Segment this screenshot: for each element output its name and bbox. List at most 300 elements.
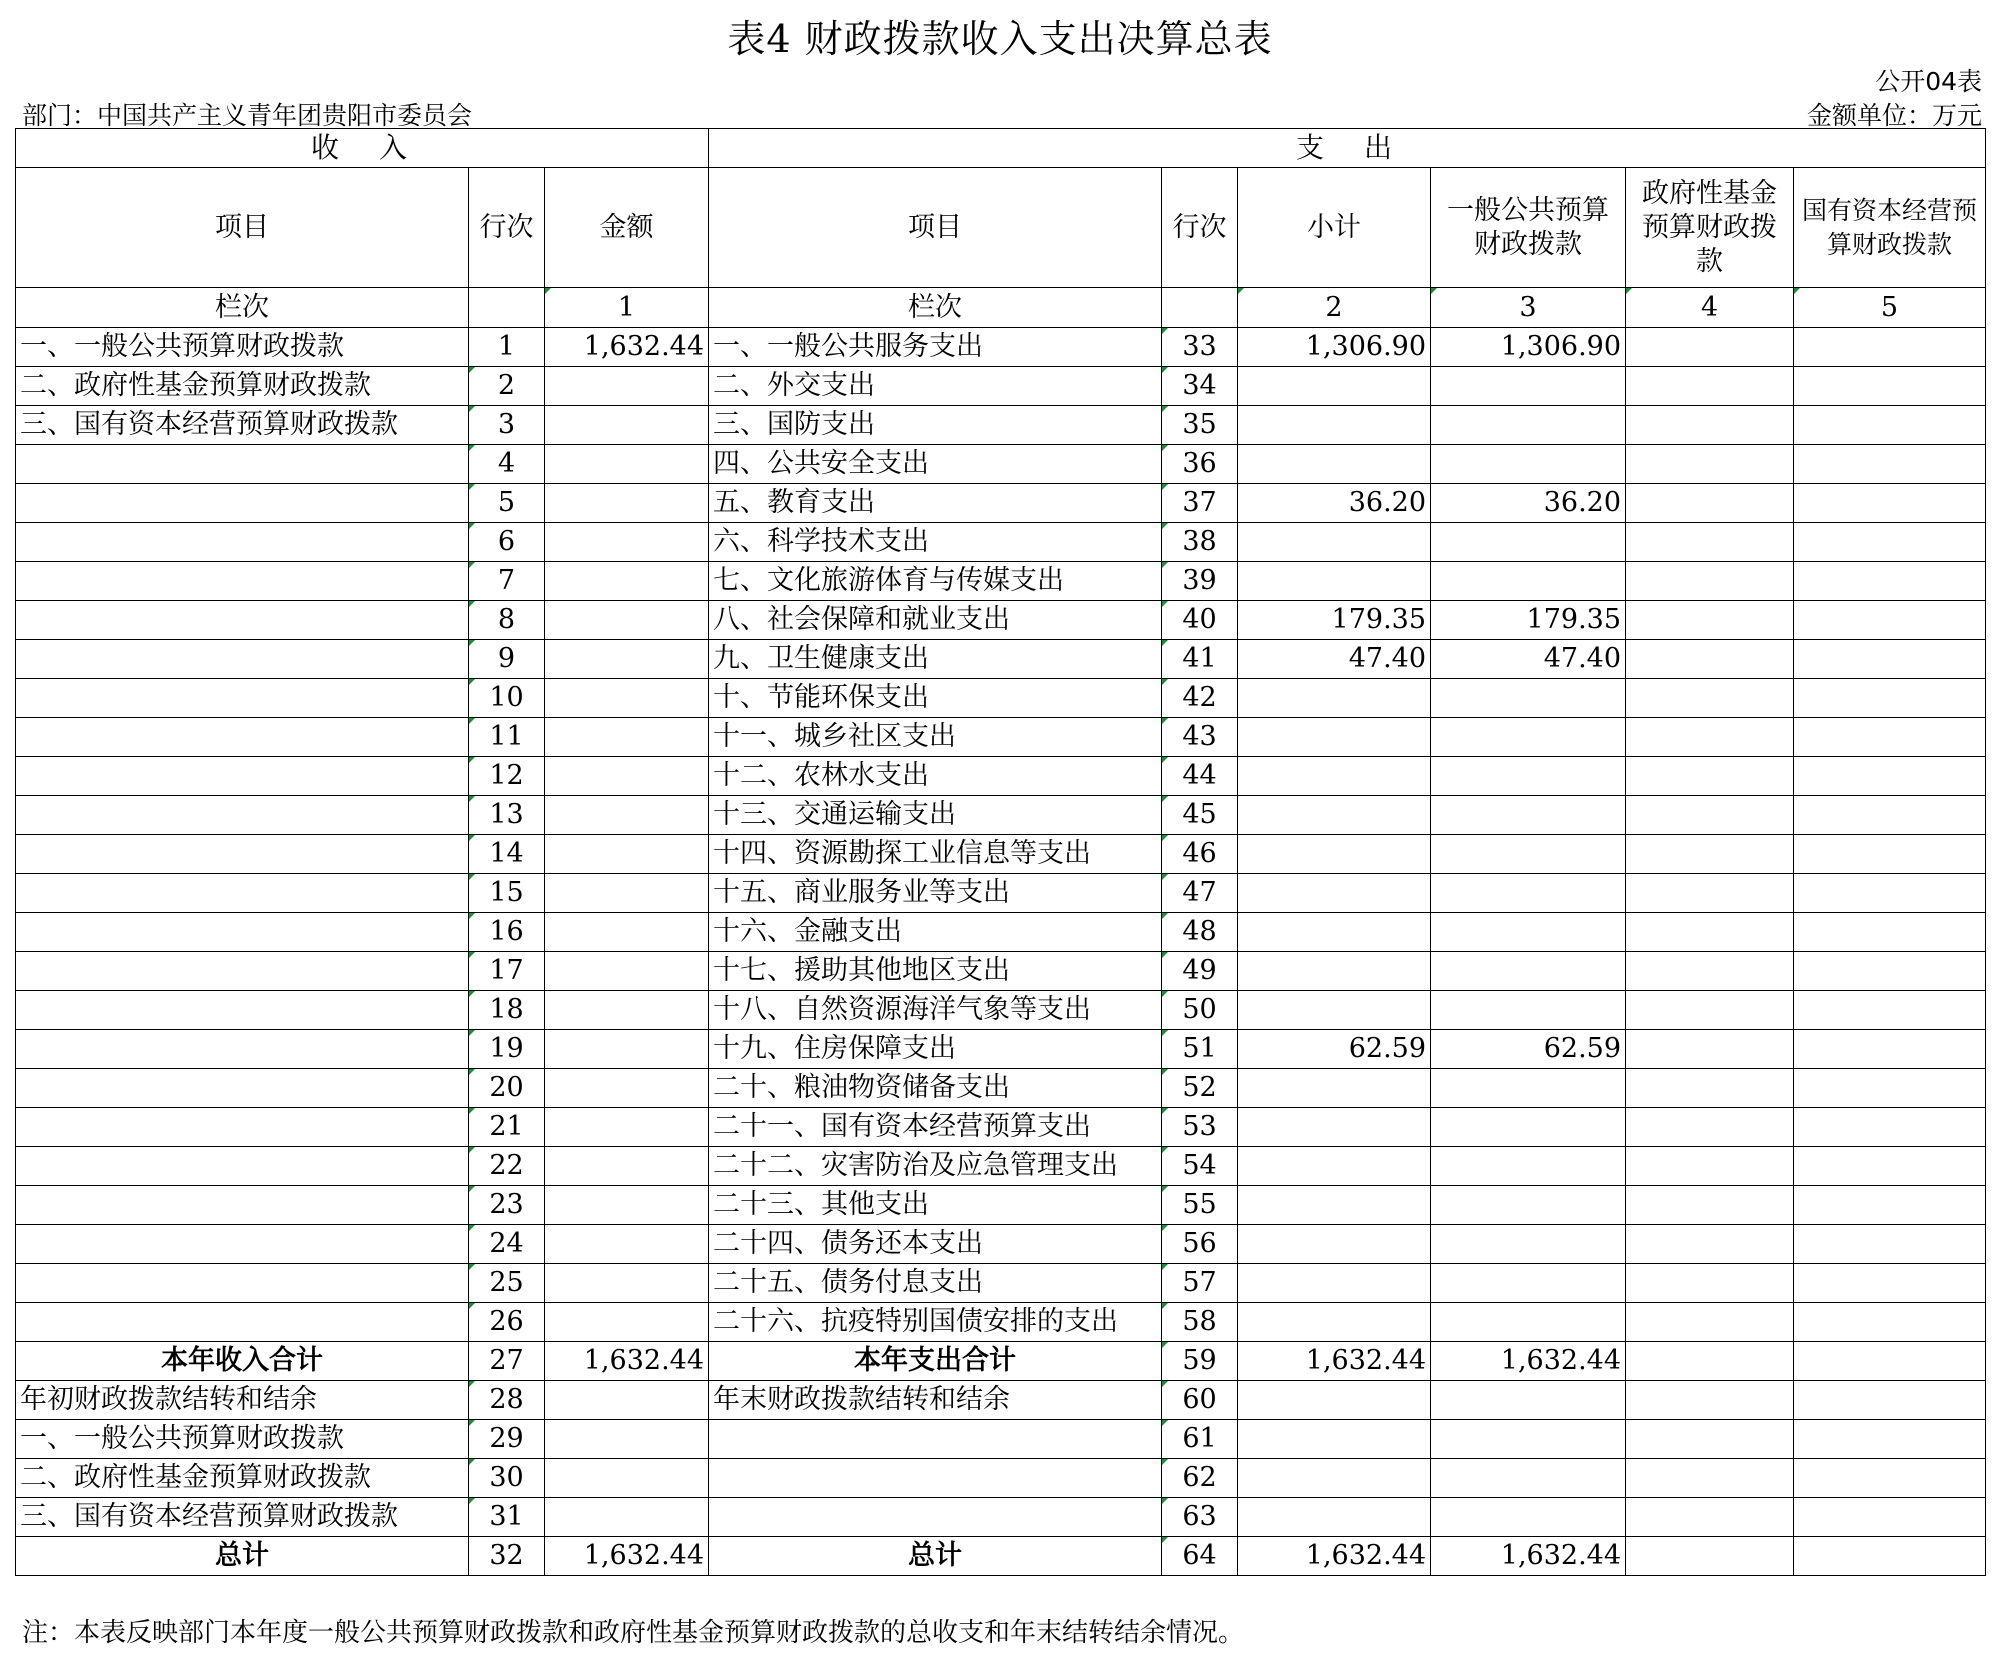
table-row	[16, 367, 1986, 406]
general-budget-amount	[1431, 913, 1626, 952]
gov-fund-amount	[1626, 952, 1794, 991]
income-row-no-col	[469, 288, 545, 328]
expense-row-no: 62	[1162, 1459, 1238, 1498]
column-number-1: 1	[545, 288, 709, 328]
table-row	[16, 1108, 1986, 1147]
expense-subtotal	[1238, 1225, 1431, 1264]
income-column-label: 栏次	[16, 288, 469, 328]
income-item	[16, 757, 469, 796]
expense-row-no-header: 行次	[1162, 168, 1238, 288]
income-item	[16, 484, 469, 523]
general-budget-amount	[1431, 718, 1626, 757]
general-budget-amount	[1431, 562, 1626, 601]
expense-subtotal	[1238, 367, 1431, 406]
budget-table	[15, 128, 1986, 1576]
general-budget-amount	[1431, 835, 1626, 874]
expense-subtotal	[1238, 1264, 1431, 1303]
carry-over-row	[16, 1459, 1986, 1498]
state-capital-amount	[1794, 445, 1986, 484]
income-item	[16, 796, 469, 835]
income-amount	[545, 1381, 709, 1420]
state-capital-amount	[1794, 718, 1986, 757]
expense-item: 十六、金融支出	[709, 913, 1162, 952]
expense-row-no: 38	[1162, 523, 1238, 562]
expense-item: 二十四、债务还本支出	[709, 1225, 1162, 1264]
expense-row-no: 51	[1162, 1030, 1238, 1069]
grand-total-row	[16, 1537, 1986, 1576]
gov-fund-amount	[1626, 679, 1794, 718]
expense-row-no: 58	[1162, 1303, 1238, 1342]
general-budget-amount: 1,632.44	[1431, 1342, 1626, 1381]
state-capital-amount	[1794, 1420, 1986, 1459]
gov-fund-amount	[1626, 1225, 1794, 1264]
expense-subtotal	[1238, 991, 1431, 1030]
state-capital-amount	[1794, 1147, 1986, 1186]
general-budget-amount	[1431, 1069, 1626, 1108]
state-capital-amount	[1794, 640, 1986, 679]
general-budget-amount	[1431, 1420, 1626, 1459]
gov-fund-amount	[1626, 640, 1794, 679]
income-item	[16, 1186, 469, 1225]
state-capital-amount	[1794, 874, 1986, 913]
table-row	[16, 1069, 1986, 1108]
income-row-no: 17	[469, 952, 545, 991]
income-row-no: 23	[469, 1186, 545, 1225]
income-row-no: 19	[469, 1030, 545, 1069]
expense-subtotal	[1238, 1147, 1431, 1186]
table-row	[16, 1030, 1986, 1069]
column-number-4: 4	[1626, 288, 1794, 328]
expense-subtotal	[1238, 406, 1431, 445]
income-item: 三、国有资本经营预算财政拨款	[16, 406, 469, 445]
expense-row-no: 35	[1162, 406, 1238, 445]
form-number: 公开04表	[1875, 67, 1982, 96]
state-capital-amount	[1794, 1303, 1986, 1342]
expense-row-no: 55	[1162, 1186, 1238, 1225]
gov-fund-amount	[1626, 1069, 1794, 1108]
gov-fund-amount	[1626, 913, 1794, 952]
expense-subtotal	[1238, 835, 1431, 874]
general-budget-amount	[1431, 991, 1626, 1030]
income-amount	[545, 601, 709, 640]
income-row-no-header: 行次	[469, 168, 545, 288]
gov-fund-amount	[1626, 796, 1794, 835]
footnote: 注：本表反映部门本年度一般公共预算财政拨款和政府性基金预算财政拨款的总收支和年末结转结余情况。	[22, 1618, 1245, 1648]
table-row	[16, 1186, 1986, 1225]
expense-subtotal	[1238, 1303, 1431, 1342]
expense-subtotal	[1238, 1069, 1431, 1108]
gov-fund-amount	[1626, 328, 1794, 367]
expense-item: 十七、援助其他地区支出	[709, 952, 1162, 991]
table-row	[16, 1303, 1986, 1342]
income-amount	[545, 718, 709, 757]
income-amount	[545, 913, 709, 952]
expense-item: 十一、城乡社区支出	[709, 718, 1162, 757]
carry-over-row	[16, 1381, 1986, 1420]
carry-over-row	[16, 1420, 1986, 1459]
expense-item: 六、科学技术支出	[709, 523, 1162, 562]
table-row	[16, 484, 1986, 523]
expense-item: 二、外交支出	[709, 367, 1162, 406]
expense-subtotal	[1238, 562, 1431, 601]
income-item	[16, 952, 469, 991]
expense-row-no: 53	[1162, 1108, 1238, 1147]
state-capital-amount	[1794, 757, 1986, 796]
general-budget-header: 一般公共预算财政拨款	[1431, 168, 1626, 288]
income-amount	[545, 952, 709, 991]
income-amount	[545, 991, 709, 1030]
state-capital-amount	[1794, 328, 1986, 367]
income-row-no: 29	[469, 1420, 545, 1459]
table-row	[16, 757, 1986, 796]
gov-fund-amount	[1626, 484, 1794, 523]
income-amount-header: 金额	[545, 168, 709, 288]
expense-item: 五、教育支出	[709, 484, 1162, 523]
expense-item: 七、文化旅游体育与传媒支出	[709, 562, 1162, 601]
income-item	[16, 445, 469, 484]
expense-item: 九、卫生健康支出	[709, 640, 1162, 679]
expense-item: 本年支出合计	[709, 1342, 1162, 1381]
table-row	[16, 445, 1986, 484]
gov-fund-amount	[1626, 991, 1794, 1030]
expense-item: 二十一、国有资本经营预算支出	[709, 1108, 1162, 1147]
expense-row-no: 40	[1162, 601, 1238, 640]
income-row-no: 26	[469, 1303, 545, 1342]
gov-fund-amount	[1626, 1342, 1794, 1381]
expense-item: 十二、农林水支出	[709, 757, 1162, 796]
income-row-no: 9	[469, 640, 545, 679]
expense-row-no: 48	[1162, 913, 1238, 952]
income-amount	[545, 874, 709, 913]
expense-item: 十、节能环保支出	[709, 679, 1162, 718]
gov-fund-amount	[1626, 757, 1794, 796]
income-row-no: 2	[469, 367, 545, 406]
expense-subtotal: 1,306.90	[1238, 328, 1431, 367]
expense-row-no: 64	[1162, 1537, 1238, 1576]
state-capital-amount	[1794, 1537, 1986, 1576]
gov-fund-amount	[1626, 1147, 1794, 1186]
income-row-no: 22	[469, 1147, 545, 1186]
gov-fund-amount	[1626, 1108, 1794, 1147]
state-capital-amount	[1794, 1225, 1986, 1264]
expense-row-no: 59	[1162, 1342, 1238, 1381]
expense-item: 二十六、抗疫特别国债安排的支出	[709, 1303, 1162, 1342]
income-row-no: 14	[469, 835, 545, 874]
expense-item: 三、国防支出	[709, 406, 1162, 445]
income-item	[16, 562, 469, 601]
state-capital-amount	[1794, 523, 1986, 562]
gov-fund-amount	[1626, 1186, 1794, 1225]
expense-item	[709, 1420, 1162, 1459]
state-capital-amount	[1794, 1459, 1986, 1498]
income-amount	[545, 445, 709, 484]
gov-fund-amount	[1626, 874, 1794, 913]
state-capital-amount	[1794, 562, 1986, 601]
income-item	[16, 523, 469, 562]
amount-unit-label: 金额单位：万元	[1806, 101, 1982, 130]
expense-subtotal: 36.20	[1238, 484, 1431, 523]
table-row	[16, 679, 1986, 718]
income-row-no: 11	[469, 718, 545, 757]
expense-subtotal	[1238, 757, 1431, 796]
income-item	[16, 913, 469, 952]
state-capital-amount	[1794, 1069, 1986, 1108]
gov-fund-amount	[1626, 1420, 1794, 1459]
expense-item: 十四、资源勘探工业信息等支出	[709, 835, 1162, 874]
expense-subtotal: 1,632.44	[1238, 1342, 1431, 1381]
gov-fund-amount	[1626, 1381, 1794, 1420]
gov-fund-amount	[1626, 835, 1794, 874]
general-budget-amount	[1431, 1498, 1626, 1537]
income-amount	[545, 1459, 709, 1498]
income-item: 二、政府性基金预算财政拨款	[16, 367, 469, 406]
department-label: 部门：中国共产主义青年团贵阳市委员会	[22, 101, 473, 130]
expense-subtotal	[1238, 718, 1431, 757]
expense-subtotal: 62.59	[1238, 1030, 1431, 1069]
income-item	[16, 835, 469, 874]
income-amount	[545, 1147, 709, 1186]
expense-subtotal	[1238, 874, 1431, 913]
income-item	[16, 679, 469, 718]
expense-item-header: 项目	[709, 168, 1162, 288]
expense-row-no: 36	[1162, 445, 1238, 484]
expense-item: 二十二、灾害防治及应急管理支出	[709, 1147, 1162, 1186]
income-amount	[545, 406, 709, 445]
table-row	[16, 952, 1986, 991]
expense-subtotal	[1238, 1420, 1431, 1459]
income-item	[16, 601, 469, 640]
state-capital-amount	[1794, 835, 1986, 874]
table-row	[16, 523, 1986, 562]
expense-row-no: 34	[1162, 367, 1238, 406]
income-item	[16, 1264, 469, 1303]
expense-subtotal	[1238, 1498, 1431, 1537]
general-budget-amount: 1,632.44	[1431, 1537, 1626, 1576]
income-row-no: 30	[469, 1459, 545, 1498]
expense-subtotal	[1238, 679, 1431, 718]
general-budget-amount	[1431, 679, 1626, 718]
gov-fund-amount	[1626, 718, 1794, 757]
income-amount	[545, 367, 709, 406]
income-row-no: 27	[469, 1342, 545, 1381]
expense-subtotal	[1238, 523, 1431, 562]
income-row-no: 7	[469, 562, 545, 601]
state-capital-amount	[1794, 1108, 1986, 1147]
column-number-2: 2	[1238, 288, 1431, 328]
expense-item: 总计	[709, 1537, 1162, 1576]
table-row	[16, 991, 1986, 1030]
expense-item	[709, 1498, 1162, 1537]
income-item: 一、一般公共预算财政拨款	[16, 1420, 469, 1459]
income-item	[16, 1030, 469, 1069]
income-row-no: 15	[469, 874, 545, 913]
gov-fund-amount	[1626, 1030, 1794, 1069]
income-amount	[545, 1420, 709, 1459]
report-title: 表4 财政拨款收入支出决算总表	[727, 17, 1273, 61]
income-item	[16, 991, 469, 1030]
gov-fund-amount	[1626, 1498, 1794, 1537]
general-budget-amount: 62.59	[1431, 1030, 1626, 1069]
expense-row-no: 42	[1162, 679, 1238, 718]
state-capital-amount	[1794, 484, 1986, 523]
state-capital-amount	[1794, 1186, 1986, 1225]
expense-subtotal	[1238, 445, 1431, 484]
gov-fund-amount	[1626, 1459, 1794, 1498]
general-budget-amount	[1431, 874, 1626, 913]
income-item: 总计	[16, 1537, 469, 1576]
table-row	[16, 601, 1986, 640]
general-budget-amount	[1431, 1381, 1626, 1420]
year-total-row	[16, 1342, 1986, 1381]
income-item-header: 项目	[16, 168, 469, 288]
expense-row-no: 54	[1162, 1147, 1238, 1186]
income-row-no: 1	[469, 328, 545, 367]
income-row-no: 5	[469, 484, 545, 523]
column-number-row	[16, 288, 1986, 328]
expense-item: 十八、自然资源海洋气象等支出	[709, 991, 1162, 1030]
income-item	[16, 718, 469, 757]
general-budget-amount	[1431, 1459, 1626, 1498]
income-item	[16, 1108, 469, 1147]
state-capital-amount	[1794, 1264, 1986, 1303]
income-row-no: 20	[469, 1069, 545, 1108]
table-row	[16, 406, 1986, 445]
income-row-no: 16	[469, 913, 545, 952]
expense-row-no: 50	[1162, 991, 1238, 1030]
income-row-no: 32	[469, 1537, 545, 1576]
expense-item: 二十五、债务付息支出	[709, 1264, 1162, 1303]
table-row	[16, 1147, 1986, 1186]
income-amount	[545, 1303, 709, 1342]
income-amount	[545, 562, 709, 601]
expense-row-no: 44	[1162, 757, 1238, 796]
general-budget-amount	[1431, 1147, 1626, 1186]
expense-row-no-col	[1162, 288, 1238, 328]
expense-row-no: 46	[1162, 835, 1238, 874]
table-row	[16, 718, 1986, 757]
state-capital-amount	[1794, 1381, 1986, 1420]
expense-row-no: 49	[1162, 952, 1238, 991]
expense-row-no: 52	[1162, 1069, 1238, 1108]
income-amount: 1,632.44	[545, 1342, 709, 1381]
expense-item: 十三、交通运输支出	[709, 796, 1162, 835]
income-row-no: 31	[469, 1498, 545, 1537]
income-row-no: 6	[469, 523, 545, 562]
expense-section-header: 支 出	[709, 129, 1986, 168]
expense-item: 二十、粮油物资储备支出	[709, 1069, 1162, 1108]
column-number-5: 5	[1794, 288, 1986, 328]
expense-subtotal	[1238, 1381, 1431, 1420]
income-item: 三、国有资本经营预算财政拨款	[16, 1498, 469, 1537]
expense-row-no: 47	[1162, 874, 1238, 913]
gov-fund-amount	[1626, 1264, 1794, 1303]
expense-row-no: 63	[1162, 1498, 1238, 1537]
state-capital-header: 国有资本经营预算财政拨款	[1794, 168, 1986, 288]
expense-subtotal	[1238, 1459, 1431, 1498]
table-row	[16, 874, 1986, 913]
expense-row-no: 57	[1162, 1264, 1238, 1303]
expense-row-no: 33	[1162, 328, 1238, 367]
column-header-row	[16, 168, 1986, 288]
income-amount	[545, 757, 709, 796]
income-item	[16, 874, 469, 913]
income-amount	[545, 1225, 709, 1264]
expense-row-no: 43	[1162, 718, 1238, 757]
table-row	[16, 640, 1986, 679]
income-amount: 1,632.44	[545, 328, 709, 367]
general-budget-amount	[1431, 952, 1626, 991]
income-amount	[545, 796, 709, 835]
general-budget-amount	[1431, 796, 1626, 835]
expense-row-no: 39	[1162, 562, 1238, 601]
income-item: 年初财政拨款结转和结余	[16, 1381, 469, 1420]
expense-item	[709, 1459, 1162, 1498]
expense-subtotal: 179.35	[1238, 601, 1431, 640]
income-row-no: 13	[469, 796, 545, 835]
income-row-no: 24	[469, 1225, 545, 1264]
general-budget-amount	[1431, 1225, 1626, 1264]
expense-item: 二十三、其他支出	[709, 1186, 1162, 1225]
state-capital-amount	[1794, 406, 1986, 445]
income-row-no: 4	[469, 445, 545, 484]
income-amount	[545, 1069, 709, 1108]
income-amount	[545, 640, 709, 679]
income-item	[16, 1069, 469, 1108]
income-item	[16, 1303, 469, 1342]
income-item: 二、政府性基金预算财政拨款	[16, 1459, 469, 1498]
state-capital-amount	[1794, 991, 1986, 1030]
income-amount	[545, 1030, 709, 1069]
general-budget-amount: 36.20	[1431, 484, 1626, 523]
table-row	[16, 328, 1986, 367]
expense-row-no: 56	[1162, 1225, 1238, 1264]
expense-column-label: 栏次	[709, 288, 1162, 328]
table-row	[16, 796, 1986, 835]
income-amount	[545, 835, 709, 874]
income-row-no: 3	[469, 406, 545, 445]
general-budget-amount	[1431, 367, 1626, 406]
gov-fund-amount	[1626, 523, 1794, 562]
income-item: 一、一般公共预算财政拨款	[16, 328, 469, 367]
expense-subtotal: 47.40	[1238, 640, 1431, 679]
income-item	[16, 1225, 469, 1264]
income-row-no: 18	[469, 991, 545, 1030]
expense-row-no: 37	[1162, 484, 1238, 523]
general-budget-amount	[1431, 523, 1626, 562]
gov-fund-amount	[1626, 1537, 1794, 1576]
general-budget-amount	[1431, 757, 1626, 796]
general-budget-amount: 47.40	[1431, 640, 1626, 679]
general-budget-amount	[1431, 406, 1626, 445]
expense-subtotal	[1238, 1108, 1431, 1147]
income-amount	[545, 1186, 709, 1225]
income-item: 本年收入合计	[16, 1342, 469, 1381]
expense-row-no: 60	[1162, 1381, 1238, 1420]
subtotal-header: 小计	[1238, 168, 1431, 288]
state-capital-amount	[1794, 601, 1986, 640]
income-amount	[545, 679, 709, 718]
expense-item: 四、公共安全支出	[709, 445, 1162, 484]
general-budget-amount	[1431, 1303, 1626, 1342]
income-amount: 1,632.44	[545, 1537, 709, 1576]
income-item	[16, 1147, 469, 1186]
expense-item: 一、一般公共服务支出	[709, 328, 1162, 367]
general-budget-amount: 1,306.90	[1431, 328, 1626, 367]
carry-over-row	[16, 1498, 1986, 1537]
state-capital-amount	[1794, 1342, 1986, 1381]
general-budget-amount: 179.35	[1431, 601, 1626, 640]
income-amount	[545, 1108, 709, 1147]
